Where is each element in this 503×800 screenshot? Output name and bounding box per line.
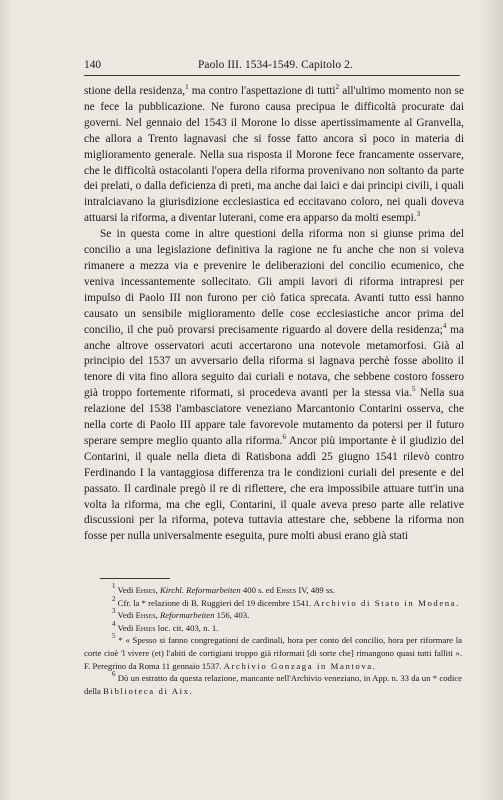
- main-text: [84, 84, 464, 545]
- header-rule: [84, 75, 460, 76]
- footnote-rule: [100, 578, 170, 579]
- footnote-ref: 6: [282, 432, 286, 441]
- footnote: $^6$ Dò un estratto da questa relazione, mancante nell'Archivio veneziano, in App. n. 33 da un * codice della Biblioteca di Aix.: [84, 670, 463, 696]
- footnote: $^4$ Vedi Ehses loc. cit. 403, n. 1.: [112, 619, 219, 633]
- page-number: 140: [84, 59, 102, 71]
- footnote-ref: 2: [335, 83, 340, 91]
- footnote: $^2$ Cfr. la * relazione di B. Ruggieri del 19 dicembre 1541. Archivio di Stato in Modena.: [112, 594, 460, 608]
- footnote-ref: 1: [185, 83, 189, 91]
- footnotes: [84, 584, 462, 697]
- running-title: Paolo III. 1534-1549. Capitolo 2.: [198, 59, 353, 71]
- footnote: $^5$ * « Spesso si fanno congregationi de cardinali, hora per conto del concilio, hora per riformare la corte cioè 'l vivere (et) l'abiti de cortigiani troppo già riformati [di sorte che] rimangono quasi tutti falliti ». F. Peregrino da Roma 11 gennaio 1537. Archivio Gonzaga in Mantova.: [84, 632, 463, 671]
- paragraph: Se in questa come in altre questioni della riforma non si giunse prima del concilio a una legislazione definitiva la ragione ne fu anche che non si voleva rimanere a mezza via e prevenire le deliberazioni del concilio ecumenico, che veniva incessantemente sollecitato. Gli ampii lavori di riforma intrapresi per impulso di Paolo III non furono per ciò fatica sprecata. Avanti tutto essi hanno causato un sensibile miglioramento delle cose ecclesiastiche ancor prima del concilio, il che può provarsi precisamente riguardo al dovere della residenza;$^4$ ma anche altrove osservatori acuti accertarono una notevole metamorfosi. Già al principio del 1537 un avversario della riforma si lagnava perchè fosse abolito il tenore di vita fino allora seguito dai curiali e notava, che sebbene costoro fossero già troppo fortemente riformati, si procedeva avanti per la stessa via.$^5$ Nella sua relazione del 1538 l'ambasciatore veneziano Marcantonio Contarini osserva, che nella corte di Paolo III appare tale favorevole mutamento da potersi per il futuro sperare sempre meglio quanto alla riforma.$^6$ Ancor più importante è il giudizio del Contarini, il quale nella dieta di Ratisbona addì 25 giugno 1541 rilevò contro Ferdinando I la vantaggiosa differenza tra le condizioni curiali del presente e del passato. Il cardinale pregò il re di riflettere, che era impossibile attuare tutt'in una volta la riforma, ma che egli, Contarini, il quale aveva preso parte alle relative discussioni per la riforma, poteva tuttavia attestare che, sebbene la riforma non fosse per nulla universalmente eseguita, pure molti abusi erano già stati: [84, 228, 464, 543]
- paragraph: stione della residenza,$^1$ ma contro l'aspettazione di tutti$^2$ all'ultimo momento non se ne fece la pubblicazione. Ne furono causa precipua le difficoltà procurate dai governi. Nel gennaio del 1543 il Morone lo disse apertissimamente al Granvella, che allora a Trento lagnavasi che si fosse fatto ancora sì poco in materia di miglioramento generale. Nella sua risposta il Morone fece francamente osservare, che le difficoltà ostacolanti l'opera della riforma provenivano non soltanto da parte dei prelati, o dalla deficienza di preti, ma anche dai laici e dai principi civili, i quali intralciavano la giurisdizione ecclesiastica ed eccitavano coloro, nei quali doveva attuarsi la riforma, a diventar luterani, come era apparso da molti esempi.$^3$: [84, 83, 464, 225]
- footnote: $^3$ Vedi Ehses, Reformarbeiten 156, 403.: [112, 607, 250, 621]
- footnote: $^1$ Vedi Ehses, Kirchl. Reformarbeiten 400 s. ed Ehses IV, 489 ss.: [112, 582, 335, 595]
- footnote-ref: 4: [442, 321, 447, 330]
- footnote-ref: 3: [416, 210, 421, 219]
- footnote-ref: 5: [411, 385, 416, 394]
- page-header: [84, 58, 462, 72]
